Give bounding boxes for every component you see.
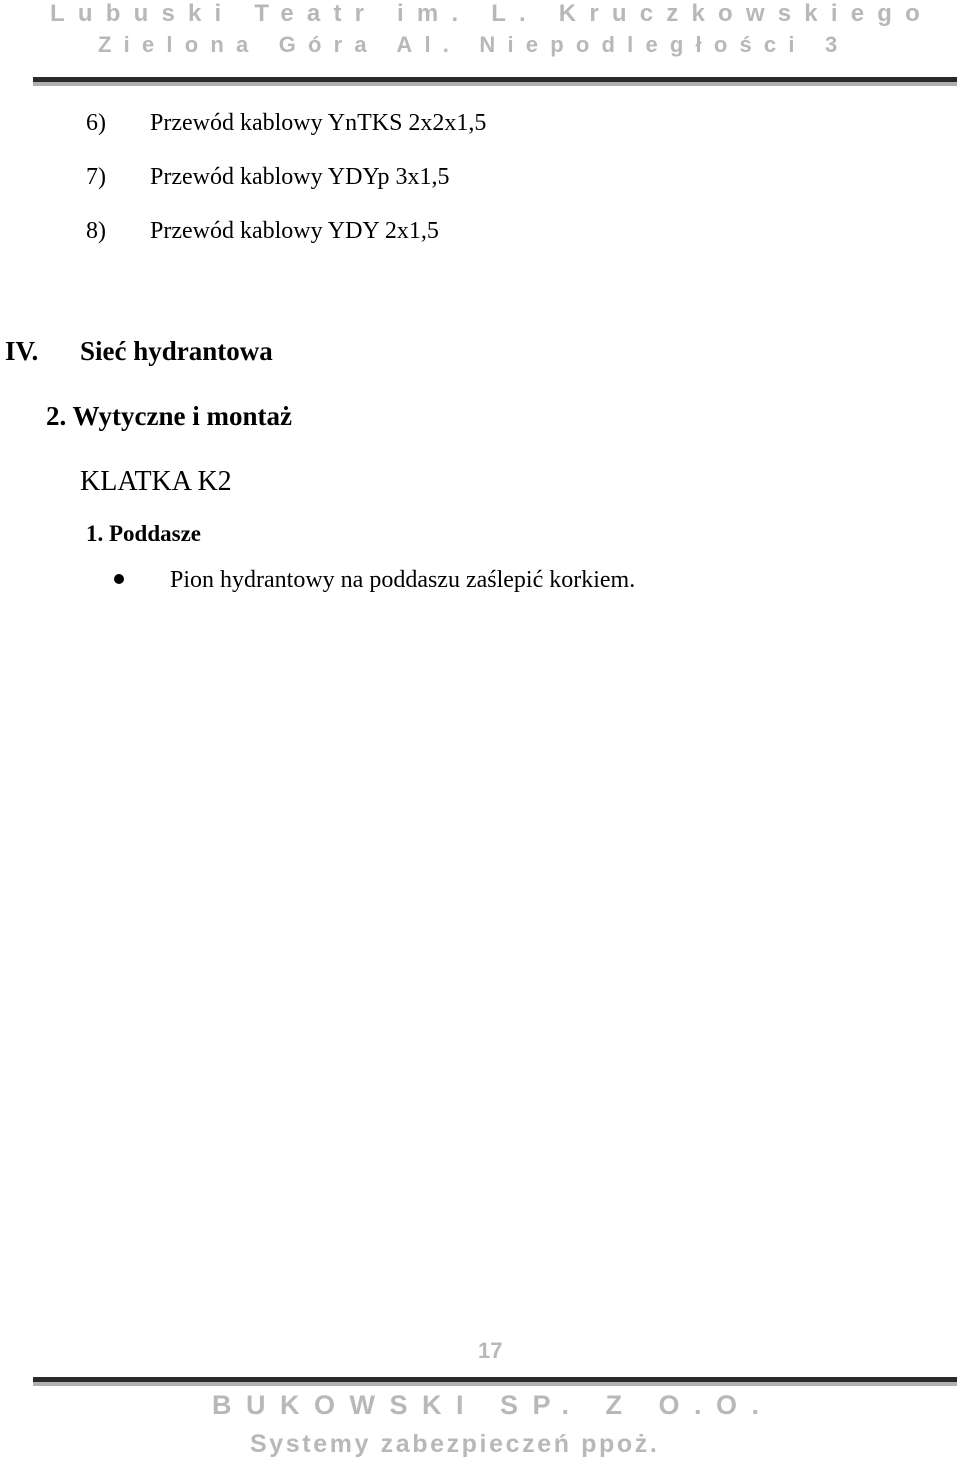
list-item-number: 8) — [86, 218, 106, 244]
list-item-text: Przewód kablowy YnTKS 2x2x1,5 — [150, 110, 487, 136]
list-item-text: Przewód kablowy YDY 2x1,5 — [150, 218, 439, 244]
header-title: Lubuski Teatr im. L. Kruczkowskiego — [50, 0, 933, 27]
bullet-dot-icon — [114, 574, 124, 584]
list-item-number: 7) — [86, 164, 106, 190]
header-divider — [33, 77, 957, 82]
bullet-text: Pion hydrantowy na poddaszu zaślepić korkiem. — [170, 567, 636, 593]
footer-company: BUKOWSKI SP. Z O.O. — [212, 1390, 774, 1420]
list-item-text: Przewód kablowy YDYp 3x1,5 — [150, 164, 450, 190]
list-item — [86, 164, 450, 191]
step-heading: 1. Poddasze — [86, 521, 201, 546]
section-title: Sieć hydrantowa — [80, 336, 273, 366]
footer-divider — [33, 1377, 957, 1382]
subsection-heading: 2. Wytyczne i montaż — [46, 401, 292, 431]
stairwell-heading: KLATKA K2 — [80, 466, 232, 497]
header-address: Zielona Góra Al. Niepodległości 3 — [98, 32, 850, 57]
footer-tagline: Systemy zabezpieczeń ppoż. — [250, 1430, 660, 1458]
bullet-item — [114, 567, 635, 594]
list-item — [86, 218, 439, 245]
list-item-number: 6) — [86, 110, 106, 136]
section-number: IV. — [5, 336, 39, 366]
page-number: 17 — [478, 1338, 503, 1363]
section-heading — [5, 336, 273, 367]
list-item — [86, 110, 486, 137]
